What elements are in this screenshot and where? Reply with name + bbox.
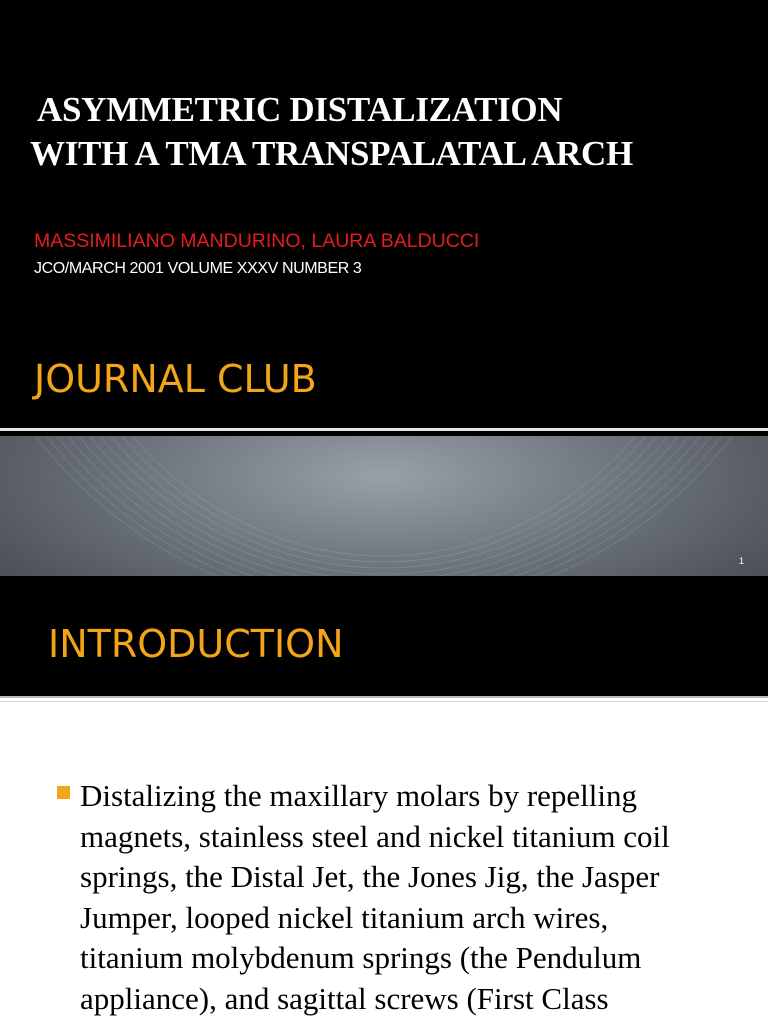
slide-number: 1 (738, 556, 744, 566)
bullet-line: springs, the Distal Jet, the Jones Jig, the Jasper (80, 859, 660, 894)
header-rule (0, 696, 768, 698)
decorative-band (0, 436, 768, 576)
title-line-2: WITH A TMA TRANSPALATAL ARCH (30, 134, 633, 173)
bullet-line: appliance), and sagittal screws (First Class (80, 980, 609, 1016)
citation: JCO/MARCH 2001 VOLUME XXXV NUMBER 3 (34, 260, 362, 277)
bullet-text (80, 776, 760, 1019)
divider-line (0, 428, 768, 431)
introduction-heading: INTRODUCTION (48, 622, 344, 666)
bullet-line: titanium molybdenum springs (the Pendulum (80, 940, 642, 975)
decorative-arcs (0, 436, 768, 576)
bullet-marker-icon (57, 786, 70, 799)
bullet-line: magnets, stainless steel and nickel titanium coil (80, 818, 670, 854)
bullet-line: Distalizing the maxillary molars by repelling (80, 778, 638, 813)
bullet-line: Jumper, looped nickel titanium arch wires, (80, 899, 609, 935)
authors: MASSIMILIANO MANDURINO, LAURA BALDUCCI (34, 230, 480, 252)
journal-club-subtitle: JOURNAL CLUB (34, 357, 317, 401)
presentation-title (0, 88, 768, 176)
title-line-1: ASYMMETRIC DISTALIZATION (37, 90, 563, 129)
